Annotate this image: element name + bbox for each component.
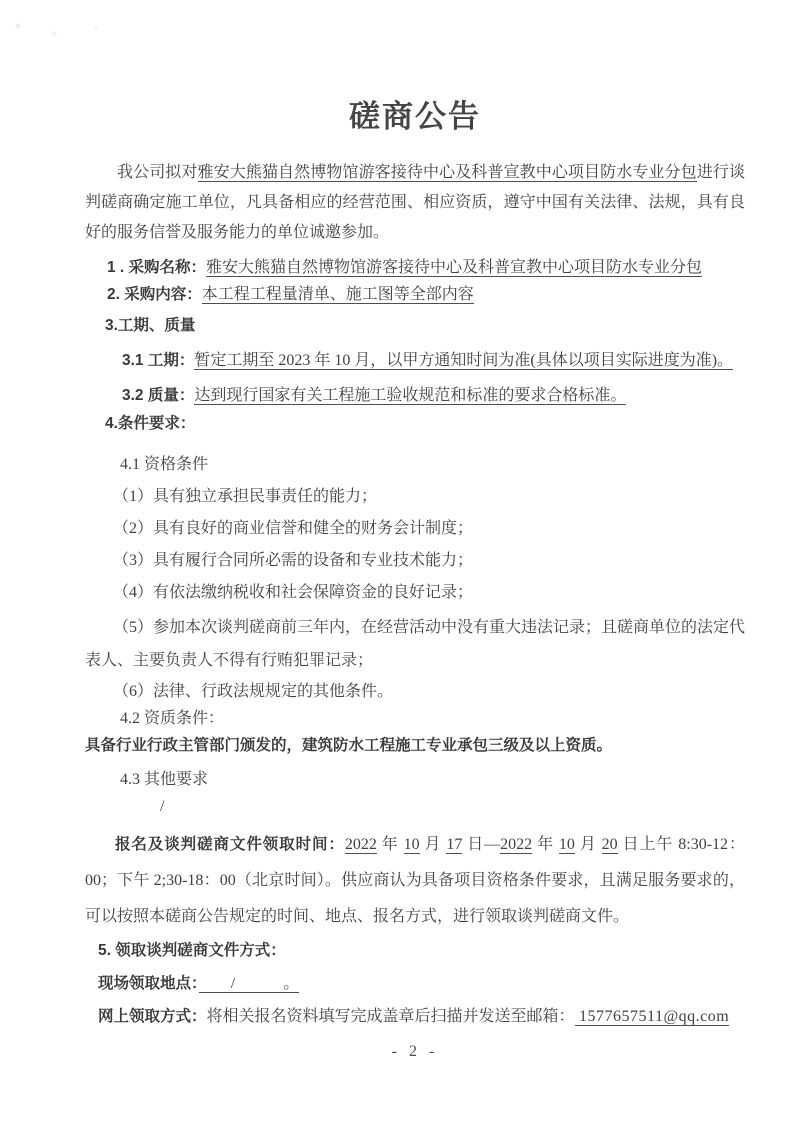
signup-month2: 10 bbox=[558, 836, 575, 853]
onsite-pickup-value: / 。 bbox=[198, 975, 300, 992]
section4-credential-heading: 4.2 资质条件： bbox=[120, 710, 225, 727]
onsite-pickup-line bbox=[98, 970, 745, 997]
page-number: - 2 - bbox=[391, 1043, 439, 1060]
section4-other-heading: 4.3 其他要求 bbox=[120, 771, 209, 788]
signup-month1: 10 bbox=[403, 836, 420, 853]
signup-year2: 2022 bbox=[500, 836, 533, 853]
intro-project-name: 雅安大熊猫自然博物馆游客接待中心及科普宣教中心项目防水专业分包 bbox=[197, 164, 697, 181]
section3-quality-value: 达到现行国家有关工程施工验收规范和标准的要求合格标准。 bbox=[194, 387, 627, 404]
condition-3: （3）具有履行合同所必需的设备和专业技术能力； bbox=[113, 552, 474, 569]
condition-2: （2）具有良好的商业信誉和健全的财务会计制度； bbox=[113, 520, 474, 537]
section3-quality bbox=[122, 382, 745, 409]
item-purchase-name-label: 1 . 采购名称： bbox=[107, 259, 207, 276]
condition-6: （6）法律、行政法规规定的其他条件。 bbox=[113, 683, 394, 700]
signup-rest: 日上午 8:30-12：00；下午 2;30-18：00（北京时间）。供应商认为具备项目资格条件要求，且满足服务要求的，可以按照本磋商公告规定的时间、地点、报名方式，进行领取谈判磋商文件。 bbox=[85, 836, 745, 925]
signup-day2: 20 bbox=[601, 836, 618, 853]
item-purchase-content-value: 本工程工程量清单、施工图等全部内容 bbox=[201, 286, 474, 303]
section4-credential-requirement: 具备行业行政主管部门颁发的，建筑防水工程施工专业承包三级及以上资质。 bbox=[85, 737, 613, 754]
intro-paragraph bbox=[85, 158, 745, 248]
signup-day1: 17 bbox=[446, 836, 463, 853]
item-purchase-content-label: 2. 采购内容： bbox=[107, 286, 202, 303]
online-pickup-line bbox=[98, 1003, 745, 1030]
online-pickup-label: 网上领取方式： bbox=[98, 1008, 207, 1025]
item-purchase-name-value: 雅安大熊猫自然博物馆游客接待中心及科普宣教中心项目防水专业分包 bbox=[206, 259, 703, 276]
section4-other-value: / bbox=[160, 798, 165, 815]
section3-duration-value: 暂定工期至 2023 年 10 月，以甲方通知时间为准(具体以项目实际进度为准)。 bbox=[194, 352, 734, 369]
signup-label: 报名及谈判磋商文件领取时间： bbox=[115, 836, 345, 853]
signup-paragraph: 报名及谈判磋商文件领取时间：2022 年 10 月 17 日—2022 年 10 月 20 日上午 8:30-12：00；下午 2;30-18：00（北京时间）。供应商认为具备项目资格条件要求，且满足服务要求的，可以按照本磋商公告规定的时间、地点、报名方式，进行领取谈判磋商文件。 bbox=[85, 836, 745, 925]
section5-heading: 5. 领取谈判磋商文件方式： bbox=[98, 942, 286, 959]
section3-duration bbox=[122, 347, 745, 374]
condition-4: （4）有依法缴纳税收和社会保障资金的良好记录； bbox=[113, 584, 474, 601]
onsite-pickup-label: 现场领取地点： bbox=[98, 975, 199, 992]
page-title: 磋商公告 bbox=[349, 99, 481, 134]
intro-rest: 进行谈判磋商确定施工单位，凡具备相应的经营范围、相应资质，遵守中国有关法律、法规，具有良好的服务信誉及服务能力的单位诚邀参加。 bbox=[85, 164, 745, 241]
signup-year1: 2022 bbox=[344, 836, 377, 853]
online-pickup-email: 1577657511@qq.com bbox=[574, 1008, 730, 1025]
condition-1: （1）具有独立承担民事责任的能力； bbox=[113, 488, 378, 505]
section3-duration-label: 3.1 工期： bbox=[122, 352, 195, 369]
condition-5: （5）参加本次谈判磋商前三年内，在经营活动中没有重大违法记录；且磋商单位的法定代表人、主要负责人不得有行贿犯罪记录； bbox=[85, 619, 746, 669]
section3-heading: 3.工期、质量 bbox=[105, 317, 196, 334]
item-purchase-content bbox=[107, 281, 745, 308]
online-pickup-text: 将相关报名资料填写完成盖章后扫描并发送至邮箱： bbox=[206, 1008, 575, 1025]
section4-qualification-heading: 4.1 资格条件 bbox=[120, 456, 209, 473]
item-purchase-name bbox=[107, 254, 745, 281]
section4-heading: 4.条件要求： bbox=[105, 415, 196, 432]
intro-lead: 我公司拟对 bbox=[117, 164, 198, 181]
section3-quality-label: 3.2 质量： bbox=[122, 387, 195, 404]
